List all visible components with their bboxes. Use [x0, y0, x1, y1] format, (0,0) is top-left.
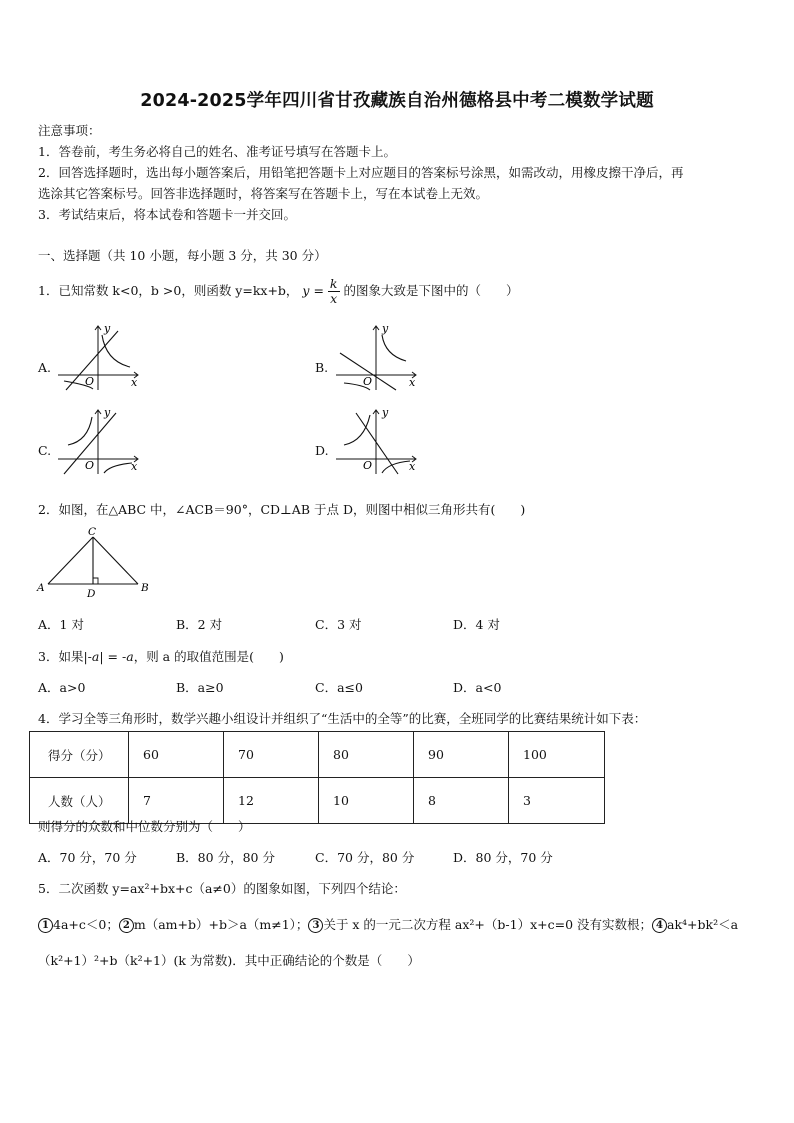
- table-cell: 90: [414, 732, 509, 778]
- question-4: 4．学习全等三角形时，数学兴趣小组设计并组织了“生活中的全等”的比赛，全班同学的比赛结果统计如下表：: [38, 711, 647, 726]
- q1-fraction-num: k: [329, 276, 338, 291]
- question-2: 2．如图，在△ABC 中，∠ACB＝90°，CD⊥AB 于点 D，则图中相似三角形共有( ): [38, 502, 526, 517]
- q1-formula-lhs: y =: [302, 283, 324, 298]
- table-cell: 70: [224, 732, 319, 778]
- q2-label-b: B: [141, 582, 149, 594]
- q1-text-after: 的图象大致是下图中的（ ）: [343, 283, 519, 298]
- table-cell: 人数（人）: [30, 778, 129, 824]
- q1-option-d[interactable]: D.: [315, 443, 329, 458]
- q4-option-d[interactable]: D．80 分，70 分: [453, 850, 553, 865]
- q2-option-b[interactable]: B．2 对: [176, 617, 223, 632]
- graph-d-origin: O: [363, 459, 373, 472]
- q4-option-b[interactable]: B．80 分，80 分: [176, 850, 275, 865]
- notice-item-3: 3．考试结束后，将本试卷和答题卡一并交回。: [38, 207, 296, 222]
- graph-a-y-label: y: [104, 323, 111, 335]
- q5-conclusions: [38, 915, 738, 933]
- table-cell: 8: [414, 778, 509, 824]
- notice-item-1: 1．答卷前，考生务必将自己的姓名、准考证号填写在答题卡上。: [38, 144, 396, 159]
- q5-c3: 关于 x 的一元二次方程 ax²+（b-1）x+c=0 没有实数根；: [323, 917, 652, 932]
- q1-graph-b: [336, 323, 421, 391]
- q3-text-c: | =: [99, 649, 119, 664]
- q2-label-c: C: [88, 526, 97, 538]
- q1-graph-a: [58, 323, 143, 391]
- q5-line-2: （k²+1）²+b（k²+1）(k 为常数)．其中正确结论的个数是（ ）: [38, 953, 420, 968]
- q3-option-d[interactable]: D．a<0: [453, 680, 502, 695]
- table-cell: 3: [509, 778, 605, 824]
- q2-option-a[interactable]: A．1 对: [38, 617, 84, 632]
- q1-option-c[interactable]: C.: [38, 443, 52, 458]
- graph-c-y-label: y: [104, 407, 111, 419]
- question-3: [38, 647, 284, 665]
- q3-text-e: ，则 a 的取值范围是( ): [133, 649, 284, 664]
- page-title: 2024-2025学年四川省甘孜藏族自治州德格县中考二模数学试题: [140, 91, 654, 111]
- table-cell: 7: [129, 778, 224, 824]
- q4-question: 则得分的众数和中位数分别为（ ）: [38, 819, 251, 834]
- circled-2-icon: 2: [119, 918, 134, 933]
- graph-c-x-label: x: [131, 460, 138, 473]
- notice-heading: 注意事项：: [38, 123, 101, 138]
- table-row: [30, 732, 605, 778]
- graph-a-x-label: x: [131, 376, 138, 389]
- q3-option-c[interactable]: C．a≤0: [315, 680, 363, 695]
- q5-c4: ak⁴+bk²＜a: [667, 917, 739, 932]
- q3-option-b[interactable]: B．a≥0: [176, 680, 224, 695]
- notice-item-2: 2．回答选择题时，选出每小题答案后，用铅笔把答题卡上对应题目的答案标号涂黑，如需改动，用橡皮擦干净后，再: [38, 165, 684, 180]
- graph-d-x-label: x: [409, 460, 416, 473]
- q4-option-a[interactable]: A．70 分，70 分: [38, 850, 137, 865]
- question-5: 5．二次函数 y=ax²+bx+c（a≠0）的图象如图，下列四个结论：: [38, 881, 406, 896]
- q1-text: 1．已知常数 k<0，b >0，则函数 y=kx+b，: [38, 283, 299, 298]
- q1-graph-d: [336, 407, 421, 475]
- q2-triangle-figure: [34, 526, 154, 600]
- graph-b-x-label: x: [409, 376, 416, 389]
- section-heading: 一、选择题（共 10 小题，每小题 3 分，共 30 分）: [38, 248, 327, 263]
- q2-option-d[interactable]: D．4 对: [453, 617, 500, 632]
- graph-c-origin: O: [85, 459, 95, 472]
- notice-item-2-cont: 选涂其它答案标号。回答非选择题时，将答案写在答题卡上，写在本试卷上无效。: [38, 186, 489, 201]
- graph-b-y-label: y: [382, 323, 389, 335]
- table-cell: 12: [224, 778, 319, 824]
- table-cell: 得分（分）: [30, 732, 129, 778]
- q2-label-d: D: [87, 588, 96, 600]
- q5-c1: 4a+c＜0；: [53, 917, 119, 932]
- graph-a-origin: O: [85, 375, 95, 388]
- q1-graph-c: [58, 407, 143, 475]
- circled-3-icon: 3: [308, 918, 323, 933]
- q2-label-a: A: [37, 582, 45, 594]
- graph-b-origin: O: [363, 375, 373, 388]
- circled-1-icon: 1: [38, 918, 53, 933]
- q3-text-d: -a: [122, 649, 134, 664]
- q2-option-c[interactable]: C．3 对: [315, 617, 362, 632]
- q1-fraction: [328, 277, 340, 306]
- q3-text-b: -a: [87, 649, 100, 664]
- q4-option-c[interactable]: C．70 分，80 分: [315, 850, 415, 865]
- q3-text-a: 3．如果|: [38, 649, 88, 664]
- q1-option-b[interactable]: B.: [315, 360, 329, 375]
- q3-option-a[interactable]: A．a>0: [38, 680, 86, 695]
- circled-4-icon: 4: [652, 918, 667, 933]
- table-cell: 10: [319, 778, 414, 824]
- table-cell: 100: [509, 732, 605, 778]
- graph-d-y-label: y: [382, 407, 389, 419]
- table-cell: 80: [319, 732, 414, 778]
- score-table: [29, 731, 605, 824]
- q5-c2: m（am+b）+b＞a（m≠1）；: [133, 917, 309, 932]
- table-cell: 60: [129, 732, 224, 778]
- q1-option-a[interactable]: A.: [38, 360, 52, 375]
- question-1: [38, 277, 519, 306]
- q1-fraction-den: x: [330, 291, 338, 306]
